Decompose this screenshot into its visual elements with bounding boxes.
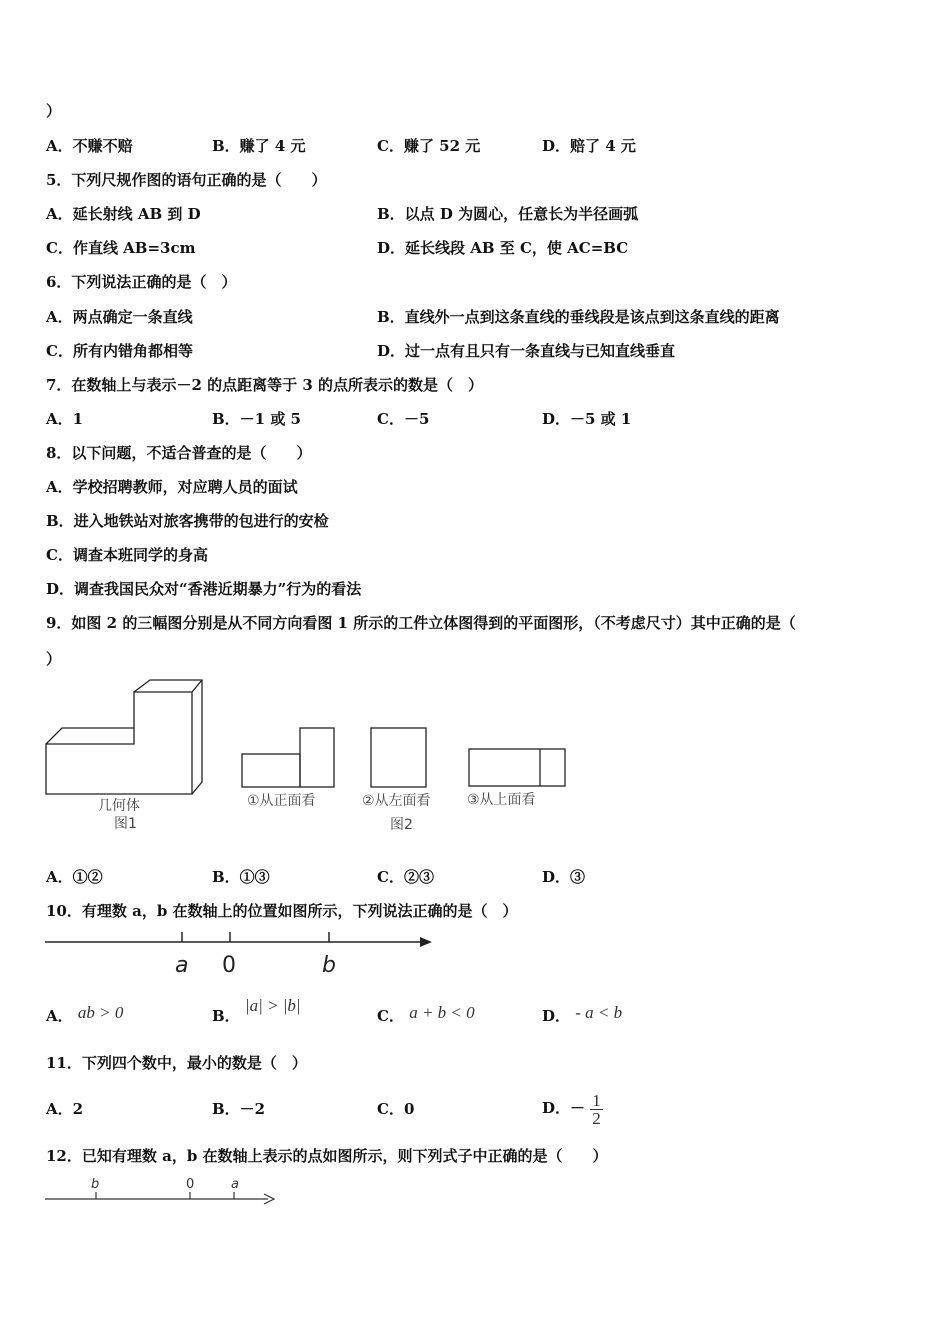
q11-stem: 11．下列四个数中，最小的数是（ ） [46, 1054, 307, 1072]
q10-option-a [46, 1003, 124, 1026]
q9-option-b: B．①③ [212, 868, 270, 886]
left-view [371, 728, 426, 787]
q4-option-b: B．赚了 4 元 [212, 137, 306, 155]
q10-option-b [212, 996, 301, 1026]
label-0: 0 [222, 953, 236, 978]
q10-expr-c: a + b < 0 [409, 1003, 475, 1022]
q9-option-c: C．②③ [377, 868, 434, 886]
q7-option-b: B．－1 或 5 [212, 410, 301, 428]
q10-expr-b: |a| > |b| [244, 996, 301, 1015]
q9-option-a: A．①② [46, 868, 103, 886]
q7-option-c: C．－5 [377, 410, 430, 428]
q8-option-b: B．进入地铁站对旅客携带的包进行的安检 [46, 512, 329, 530]
q12-stem: 12．已知有理数 a，b 在数轴上表示的点如图所示，则下列式子中正确的是（ ） [46, 1147, 608, 1165]
q4-option-d: D．赔了 4 元 [542, 137, 636, 155]
q11-fraction [590, 1092, 603, 1127]
q11-option-d [542, 1084, 603, 1132]
q4-option-a: A．不赚不赔 [46, 137, 133, 155]
label-b: b [322, 953, 336, 978]
q7-option-d: D．－5 或 1 [542, 410, 632, 428]
fig1-label: 几何体 [98, 798, 140, 814]
q5-option-d: D．延长线段 AB 至 C，使 AC=BC [377, 239, 629, 257]
q11-option-c: C．0 [377, 1100, 415, 1118]
q11-frac-num: 1 [592, 1090, 601, 1110]
q6-option-b: B．直线外一点到这条直线的垂线段是该点到这条直线的距离 [377, 308, 780, 326]
q11-option-a: A．2 [46, 1100, 84, 1118]
view3-label: ③从上面看 [467, 792, 536, 808]
q10-letter-c: C． [377, 1007, 404, 1025]
q10-stem: 10．有理数 a，b 在数轴上的位置如图所示，下列说法正确的是（ ） [46, 902, 518, 920]
q7-option-a: A．1 [46, 410, 84, 428]
q10-letter-a: A． [46, 1007, 73, 1025]
q5-option-a: A．延长射线 AB 到 D [46, 205, 201, 223]
fig1-solid [46, 680, 202, 794]
q10-number-line [40, 926, 440, 981]
q10-expr-a: ab > 0 [77, 1003, 124, 1022]
view1-label: ①从正面看 [247, 793, 316, 809]
top-view [469, 749, 565, 786]
label-0: 0 [186, 1177, 195, 1192]
q6-option-c: C．所有内错角都相等 [46, 342, 193, 360]
q9-figures [40, 676, 575, 838]
q10-option-d [542, 1003, 623, 1026]
q10-expr-d: - a < b [575, 1003, 623, 1022]
q6-option-d: D．过一点有且只有一条直线与已知直线垂直 [377, 342, 676, 360]
q9-stem: 9．如图 2 的三幅图分别是从不同方向看图 1 所示的工件立体图得到的平面图形，（不考虑尺寸）其中正确的是（ [46, 614, 796, 632]
q10-option-c [377, 1003, 475, 1026]
q9-option-d: D．③ [542, 868, 586, 886]
fig1-caption: 图1 [114, 816, 137, 832]
label-b: b [91, 1177, 100, 1192]
label-a: a [231, 1177, 239, 1192]
q5-stem: 5．下列尺规作图的语句正确的是（ ） [46, 171, 327, 189]
q8-option-d: D．调查我国民众对“香港近期暴力”行为的看法 [46, 580, 362, 598]
q9-tail: ） [46, 650, 62, 668]
fig2-caption: 图2 [390, 817, 413, 833]
q5-option-c: C．作直线 AB=3cm [46, 239, 196, 257]
q8-option-a: A．学校招聘教师，对应聘人员的面试 [46, 478, 298, 496]
q4-option-c: C．赚了 52 元 [377, 137, 481, 155]
view2-label: ②从左面看 [362, 793, 431, 809]
q4-tail: ） [46, 102, 62, 120]
q8-option-c: C．调查本班同学的身高 [46, 546, 208, 564]
q6-option-a: A．两点确定一条直线 [46, 308, 193, 326]
label-a: a [175, 953, 189, 978]
q11-frac-den: 2 [592, 1108, 601, 1128]
axis-arrow [420, 937, 432, 947]
q11-option-b: B．－2 [212, 1100, 266, 1118]
q8-stem: 8．以下问题，不适合普查的是（ ） [46, 444, 312, 462]
q7-stem: 7．在数轴上与表示－2 的点距离等于 3 的点所表示的数是（ ） [46, 376, 483, 394]
front-view [242, 728, 334, 787]
q12-number-line [40, 1172, 285, 1212]
q10-letter-d: D． [542, 1007, 571, 1025]
q11-letter-d: D．－ [542, 1099, 586, 1117]
q10-letter-b: B． [212, 1007, 240, 1025]
q6-stem: 6．下列说法正确的是（ ） [46, 273, 237, 291]
q5-option-b: B．以点 D 为圆心，任意长为半径画弧 [377, 205, 639, 223]
